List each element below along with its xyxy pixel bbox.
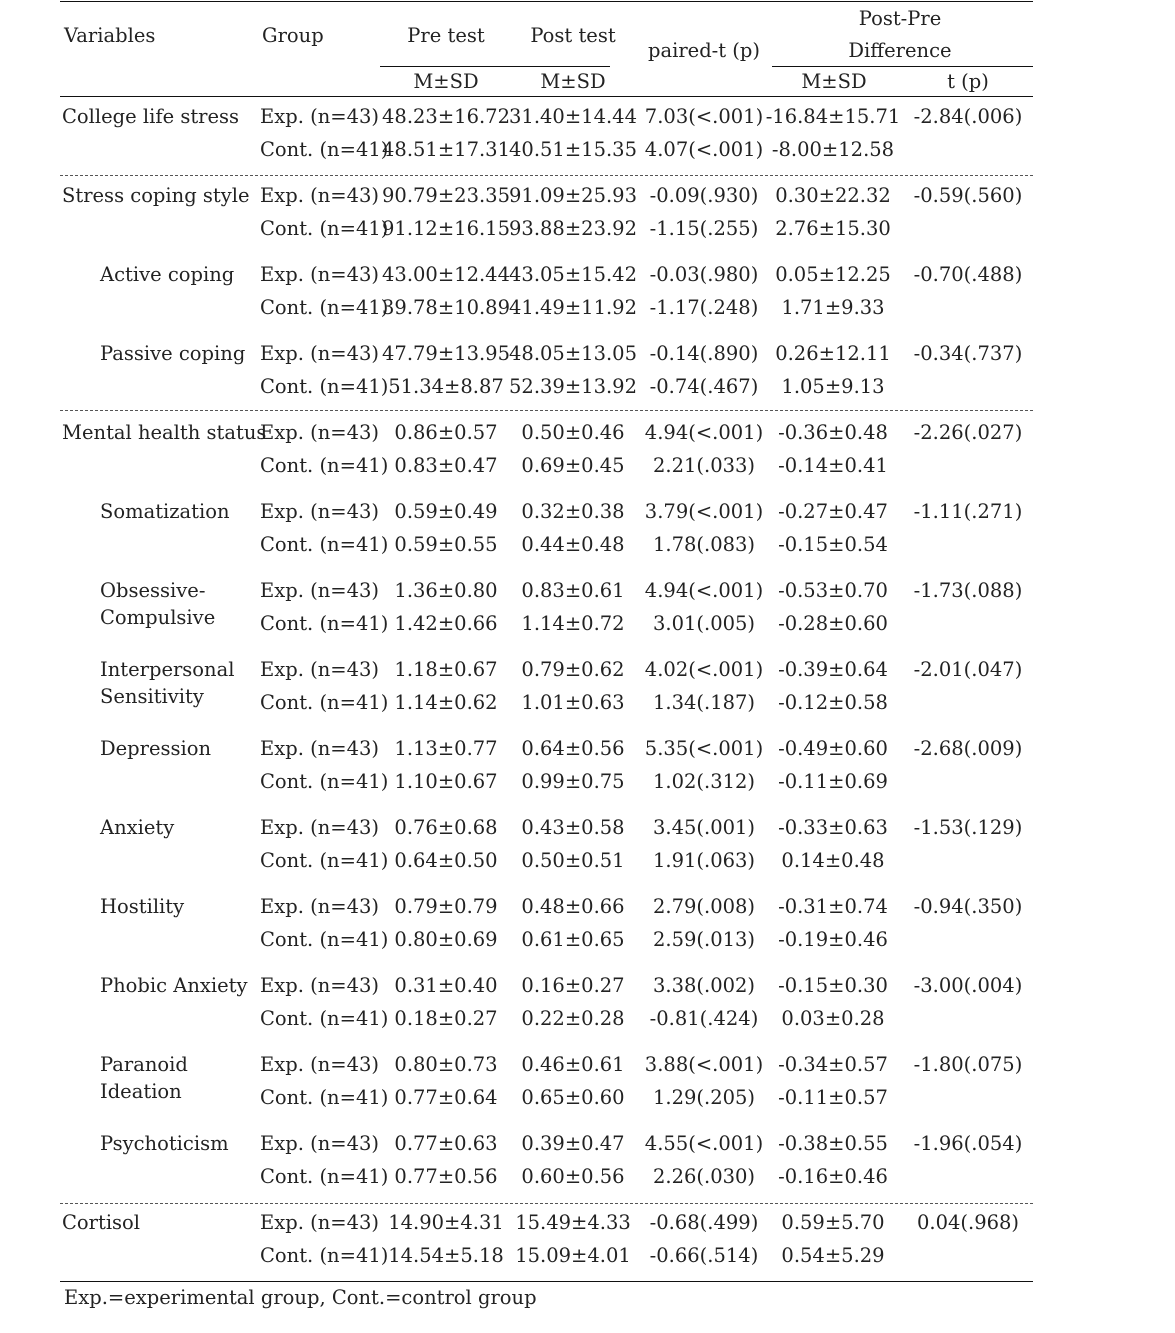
t-p-value: -0.70(.488)	[913, 263, 1023, 286]
t-p-value: -2.68(.009)	[913, 737, 1023, 760]
pre-test-value: 0.18±0.27	[394, 1007, 498, 1030]
header-diff-line1: Post-Pre	[858, 7, 942, 30]
t-p-value: -1.80(.075)	[913, 1053, 1023, 1076]
t-p-value: -2.26(.027)	[913, 421, 1023, 444]
paired-t-value: 3.45(.001)	[652, 816, 756, 839]
group-label-cont: Cont. (n=41)	[260, 1086, 389, 1109]
difference-value: -0.16±0.46	[778, 1165, 888, 1188]
variable-name: Passive coping	[100, 342, 246, 365]
group-label-cont: Cont. (n=41)	[260, 691, 389, 714]
header-group: Group	[262, 24, 324, 47]
post-test-value: 15.49±4.33	[515, 1211, 631, 1234]
pre-test-value: 0.76±0.68	[394, 816, 498, 839]
group-label-exp: Exp. (n=43)	[260, 974, 380, 997]
post-test-value: 0.43±0.58	[521, 816, 625, 839]
variable-name: Somatization	[100, 500, 230, 523]
paired-t-value: 1.91(.063)	[652, 849, 756, 872]
pre-test-value: 1.36±0.80	[394, 579, 498, 602]
t-p-value: -2.84(.006)	[913, 105, 1023, 128]
pre-test-value: 1.14±0.62	[394, 691, 498, 714]
group-label-cont: Cont. (n=41)	[260, 612, 389, 635]
post-test-value: 52.39±13.92	[509, 375, 637, 398]
header-msd-post: M±SD	[540, 70, 606, 93]
post-test-value: 0.61±0.65	[521, 928, 625, 951]
difference-value: 1.05±9.13	[781, 375, 885, 398]
group-label-exp: Exp. (n=43)	[260, 816, 380, 839]
difference-value: -0.11±0.57	[778, 1086, 888, 1109]
paired-t-value: 3.01(.005)	[652, 612, 756, 635]
paired-t-value: -0.81(.424)	[649, 1007, 759, 1030]
pre-test-value: 90.79±23.35	[382, 184, 510, 207]
pre-test-value: 43.00±12.44	[382, 263, 510, 286]
group-label-cont: Cont. (n=41)	[260, 1165, 389, 1188]
post-test-value: 48.05±13.05	[509, 342, 637, 365]
paired-t-value: -1.17(.248)	[649, 296, 759, 319]
paired-t-value: 4.02(<.001)	[644, 658, 764, 681]
pre-test-value: 91.12±16.15	[382, 217, 510, 240]
difference-value: 0.14±0.48	[781, 849, 885, 872]
header-msd-pre: M±SD	[413, 70, 479, 93]
paired-t-value: 2.59(.013)	[652, 928, 756, 951]
t-p-value: -2.01(.047)	[913, 658, 1023, 681]
difference-value: -0.53±0.70	[778, 579, 888, 602]
subheader-rule-diff	[772, 66, 1033, 67]
difference-value: 2.76±15.30	[775, 217, 891, 240]
difference-value: -0.39±0.64	[778, 658, 888, 681]
post-test-value: 41.49±11.92	[509, 296, 637, 319]
paired-t-value: 7.03(<.001)	[644, 105, 764, 128]
group-label-exp: Exp. (n=43)	[260, 579, 380, 602]
group-label-cont: Cont. (n=41)	[260, 849, 389, 872]
paired-t-value: 4.94(<.001)	[644, 421, 764, 444]
post-test-value: 1.01±0.63	[521, 691, 625, 714]
results-table	[60, 0, 1033, 1333]
post-test-value: 0.60±0.56	[521, 1165, 625, 1188]
t-p-value: -3.00(.004)	[913, 974, 1023, 997]
pre-test-value: 1.13±0.77	[394, 737, 498, 760]
variable-name: Interpersonal Sensitivity	[100, 658, 235, 708]
header-diff-line2: Difference	[848, 39, 952, 62]
post-test-value: 0.16±0.27	[521, 974, 625, 997]
difference-value: 0.05±12.25	[775, 263, 891, 286]
paired-t-value: 1.34(.187)	[652, 691, 756, 714]
header-bottom-rule	[60, 96, 1033, 97]
variable-name: Stress coping style	[62, 184, 250, 207]
section-divider-3	[60, 1203, 1033, 1204]
paired-t-value: -0.09(.930)	[649, 184, 759, 207]
section-divider-1	[60, 175, 1033, 176]
difference-value: 0.30±22.32	[775, 184, 891, 207]
group-label-cont: Cont. (n=41)	[260, 375, 389, 398]
difference-value: -0.12±0.58	[778, 691, 888, 714]
variable-name: Phobic Anxiety	[100, 974, 248, 997]
difference-value: -0.31±0.74	[778, 895, 888, 918]
top-rule	[60, 1, 1033, 2]
paired-t-value: -1.15(.255)	[649, 217, 759, 240]
post-test-value: 1.14±0.72	[521, 612, 625, 635]
post-test-value: 0.50±0.46	[521, 421, 625, 444]
header-variables: Variables	[64, 24, 156, 47]
group-label-cont: Cont. (n=41)	[260, 533, 389, 556]
paired-t-value: -0.74(.467)	[649, 375, 759, 398]
post-test-value: 93.88±23.92	[509, 217, 637, 240]
paired-t-value: 4.07(<.001)	[644, 138, 764, 161]
post-test-value: 43.05±15.42	[509, 263, 637, 286]
group-label-exp: Exp. (n=43)	[260, 500, 380, 523]
group-label-exp: Exp. (n=43)	[260, 105, 380, 128]
difference-value: -0.38±0.55	[778, 1132, 888, 1155]
group-label-cont: Cont. (n=41)	[260, 296, 389, 319]
subheader-rule-prepost	[380, 66, 610, 67]
difference-value: 0.26±12.11	[775, 342, 891, 365]
difference-value: -0.15±0.54	[778, 533, 888, 556]
header-post-test: Post test	[530, 24, 616, 47]
group-label-exp: Exp. (n=43)	[260, 1211, 380, 1234]
group-label-exp: Exp. (n=43)	[260, 1132, 380, 1155]
group-label-cont: Cont. (n=41)	[260, 138, 389, 161]
variable-name: College life stress	[62, 105, 240, 128]
variable-name: Paranoid Ideation	[100, 1053, 188, 1103]
variable-name: Depression	[100, 737, 212, 760]
pre-test-value: 0.59±0.55	[394, 533, 498, 556]
paired-t-value: -0.03(.980)	[649, 263, 759, 286]
difference-value: 1.71±9.33	[781, 296, 885, 319]
pre-test-value: 14.54±5.18	[388, 1244, 504, 1267]
section-divider-2	[60, 410, 1033, 411]
paired-t-value: 4.94(<.001)	[644, 579, 764, 602]
paired-t-value: -0.68(.499)	[649, 1211, 759, 1234]
post-test-value: 0.79±0.62	[521, 658, 625, 681]
paired-t-value: -0.14(.890)	[649, 342, 759, 365]
pre-test-value: 14.90±4.31	[388, 1211, 504, 1234]
group-label-cont: Cont. (n=41)	[260, 1007, 389, 1030]
pre-test-value: 47.79±13.95	[382, 342, 510, 365]
variable-name: Mental health status	[62, 421, 267, 444]
pre-test-value: 51.34±8.87	[388, 375, 504, 398]
pre-test-value: 0.80±0.69	[394, 928, 498, 951]
group-label-exp: Exp. (n=43)	[260, 895, 380, 918]
group-label-cont: Cont. (n=41)	[260, 770, 389, 793]
paired-t-value: 1.78(.083)	[652, 533, 756, 556]
difference-value: 0.54±5.29	[781, 1244, 885, 1267]
group-label-cont: Cont. (n=41)	[260, 1244, 389, 1267]
variable-name: Psychoticism	[100, 1132, 229, 1155]
variable-name: Obsessive- Compulsive	[100, 579, 216, 629]
difference-value: -16.84±15.71	[765, 105, 901, 128]
pre-test-value: 0.59±0.49	[394, 500, 498, 523]
paired-t-value: 3.88(<.001)	[644, 1053, 764, 1076]
header-t-p: t (p)	[947, 70, 989, 93]
variable-name: Hostility	[100, 895, 185, 918]
group-label-exp: Exp. (n=43)	[260, 737, 380, 760]
difference-value: 0.59±5.70	[781, 1211, 885, 1234]
group-label-exp: Exp. (n=43)	[260, 342, 380, 365]
t-p-value: 0.04(.968)	[916, 1211, 1020, 1234]
pre-test-value: 1.10±0.67	[394, 770, 498, 793]
paired-t-value: 4.55(<.001)	[644, 1132, 764, 1155]
pre-test-value: 0.80±0.73	[394, 1053, 498, 1076]
paired-t-value: 2.26(.030)	[652, 1165, 756, 1188]
pre-test-value: 0.77±0.64	[394, 1086, 498, 1109]
post-test-value: 31.40±14.44	[509, 105, 637, 128]
group-label-exp: Exp. (n=43)	[260, 263, 380, 286]
t-p-value: -0.94(.350)	[913, 895, 1023, 918]
pre-test-value: 48.51±17.31	[382, 138, 510, 161]
group-label-exp: Exp. (n=43)	[260, 658, 380, 681]
post-test-value: 0.22±0.28	[521, 1007, 625, 1030]
post-test-value: 15.09±4.01	[515, 1244, 631, 1267]
t-p-value: -0.59(.560)	[913, 184, 1023, 207]
difference-value: -0.15±0.30	[778, 974, 888, 997]
post-test-value: 0.32±0.38	[521, 500, 625, 523]
post-test-value: 0.44±0.48	[521, 533, 625, 556]
difference-value: -0.11±0.69	[778, 770, 888, 793]
t-p-value: -1.96(.054)	[913, 1132, 1023, 1155]
pre-test-value: 48.23±16.72	[382, 105, 510, 128]
paired-t-value: 5.35(<.001)	[644, 737, 764, 760]
post-test-value: 0.48±0.66	[521, 895, 625, 918]
group-label-cont: Cont. (n=41)	[260, 217, 389, 240]
header-paired-t: paired-t (p)	[647, 39, 761, 62]
header-msd-diff: M±SD	[801, 70, 867, 93]
difference-value: -0.36±0.48	[778, 421, 888, 444]
paired-t-value: 2.79(.008)	[652, 895, 756, 918]
difference-value: -0.34±0.57	[778, 1053, 888, 1076]
pre-test-value: 0.83±0.47	[394, 454, 498, 477]
group-label-exp: Exp. (n=43)	[260, 1053, 380, 1076]
post-test-value: 0.50±0.51	[521, 849, 625, 872]
pre-test-value: 1.18±0.67	[394, 658, 498, 681]
post-test-value: 91.09±25.93	[509, 184, 637, 207]
group-label-exp: Exp. (n=43)	[260, 184, 380, 207]
pre-test-value: 0.79±0.79	[394, 895, 498, 918]
post-test-value: 0.46±0.61	[521, 1053, 625, 1076]
difference-value: -0.33±0.63	[778, 816, 888, 839]
t-p-value: -1.53(.129)	[913, 816, 1023, 839]
post-test-value: 0.39±0.47	[521, 1132, 625, 1155]
header-pre-test: Pre test	[407, 24, 485, 47]
pre-test-value: 0.77±0.56	[394, 1165, 498, 1188]
difference-value: -0.28±0.60	[778, 612, 888, 635]
group-label-cont: Cont. (n=41)	[260, 928, 389, 951]
pre-test-value: 39.78±10.89	[382, 296, 510, 319]
pre-test-value: 1.42±0.66	[394, 612, 498, 635]
post-test-value: 0.69±0.45	[521, 454, 625, 477]
pre-test-value: 0.77±0.63	[394, 1132, 498, 1155]
post-test-value: 40.51±15.35	[509, 138, 637, 161]
group-label-exp: Exp. (n=43)	[260, 421, 380, 444]
difference-value: -0.14±0.41	[778, 454, 888, 477]
t-p-value: -0.34(.737)	[913, 342, 1023, 365]
post-test-value: 0.65±0.60	[521, 1086, 625, 1109]
post-test-value: 0.83±0.61	[521, 579, 625, 602]
variable-name: Anxiety	[100, 816, 175, 839]
difference-value: -0.49±0.60	[778, 737, 888, 760]
difference-value: -0.19±0.46	[778, 928, 888, 951]
post-test-value: 0.99±0.75	[521, 770, 625, 793]
difference-value: 0.03±0.28	[781, 1007, 885, 1030]
pre-test-value: 0.86±0.57	[394, 421, 498, 444]
variable-name: Cortisol	[62, 1211, 141, 1234]
group-label-cont: Cont. (n=41)	[260, 454, 389, 477]
footnote: Exp.=experimental group, Cont.=control group	[64, 1286, 537, 1309]
t-p-value: -1.11(.271)	[913, 500, 1023, 523]
pre-test-value: 0.64±0.50	[394, 849, 498, 872]
pre-test-value: 0.31±0.40	[394, 974, 498, 997]
paired-t-value: -0.66(.514)	[649, 1244, 759, 1267]
t-p-value: -1.73(.088)	[913, 579, 1023, 602]
difference-value: -0.27±0.47	[778, 500, 888, 523]
paired-t-value: 1.29(.205)	[652, 1086, 756, 1109]
paired-t-value: 1.02(.312)	[652, 770, 756, 793]
bottom-rule	[60, 1281, 1033, 1282]
difference-value: -8.00±12.58	[771, 138, 895, 161]
paired-t-value: 2.21(.033)	[652, 454, 756, 477]
paired-t-value: 3.79(<.001)	[644, 500, 764, 523]
variable-name: Active coping	[100, 263, 235, 286]
post-test-value: 0.64±0.56	[521, 737, 625, 760]
paired-t-value: 3.38(.002)	[652, 974, 756, 997]
